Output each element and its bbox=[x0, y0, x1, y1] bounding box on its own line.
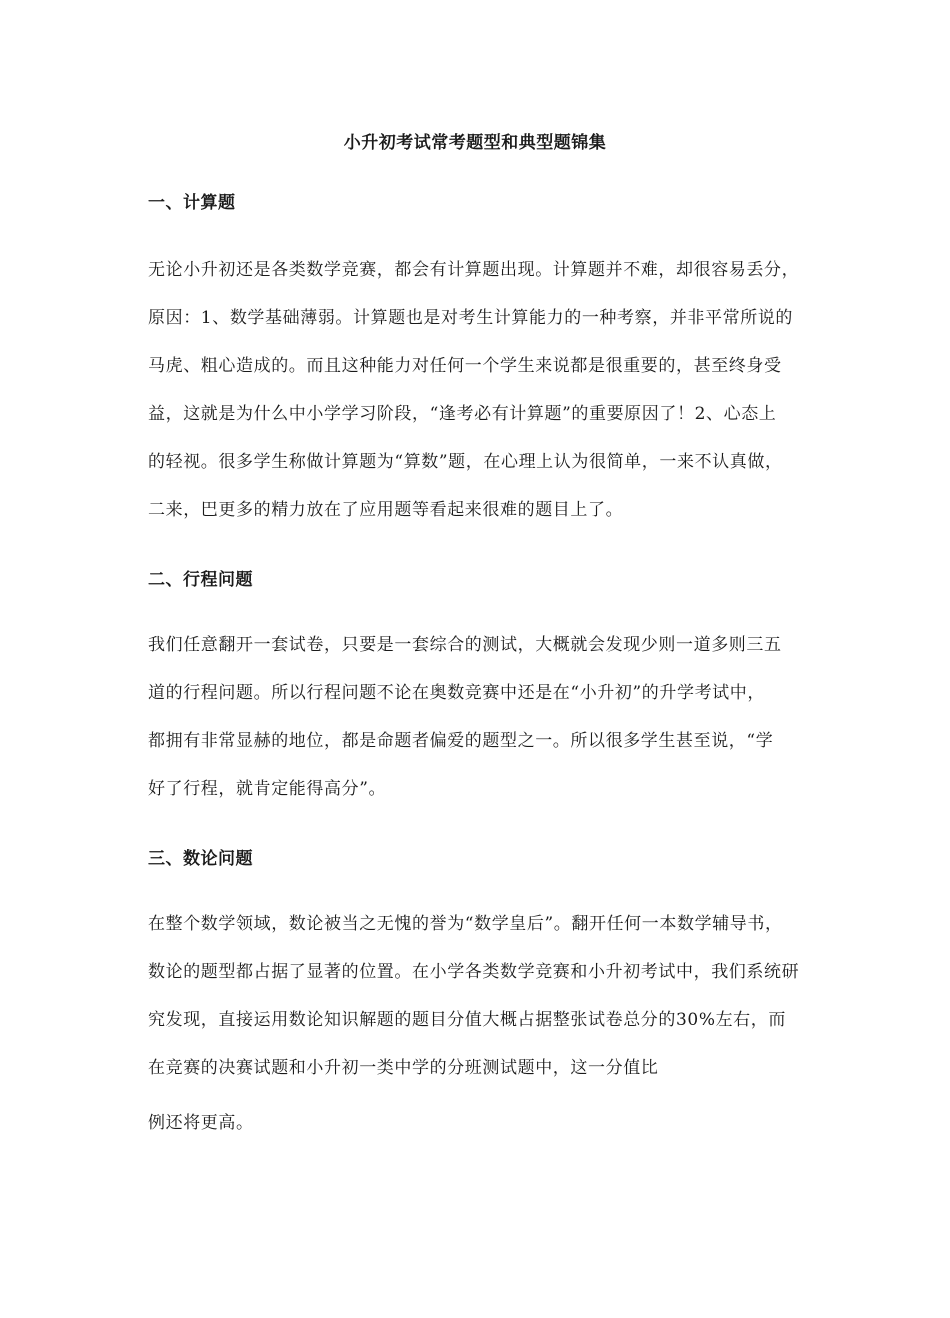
paragraph-line: 二来，巴更多的精力放在了应用题等看起来很难的题目上了。 bbox=[148, 500, 624, 520]
paragraph-line: 究发现，直接运用数论知识解题的题目分值大概占据整张试卷总分的30%左右，而 bbox=[148, 1010, 786, 1030]
paragraph-line: 例还将更高。 bbox=[148, 1113, 254, 1133]
paragraph-line: 的轻视。很多学生称做计算题为“算数”题，在心理上认为很简单，一来不认真做， bbox=[148, 452, 783, 472]
paragraph-line: 我们任意翻开一套试卷，只要是一套综合的测试，大概就会发现少则一道多则三五 bbox=[148, 635, 782, 655]
paragraph-line: 无论小升初还是各类数学竞赛，都会有计算题出现。计算题并不难，却很容易丢分， bbox=[148, 260, 800, 280]
paragraph-line: 马虎、粗心造成的。而且这种能力对任何一个学生来说都是很重要的，甚至终身受 bbox=[148, 356, 782, 376]
paragraph-line: 在整个数学领域，数论被当之无愧的誉为“数学皇后”。翻开任何一本数学辅导书， bbox=[148, 914, 783, 934]
document-title: 小升初考试常考题型和典型题锦集 bbox=[343, 133, 607, 153]
paragraph-line: 道的行程问题。所以行程问题不论在奥数竞赛中还是在“小升初”的升学考试中， bbox=[148, 683, 765, 703]
section-heading-number-theory: 三、数论问题 bbox=[148, 849, 253, 869]
paragraph-line: 都拥有非常显赫的地位，都是命题者偏爱的题型之一。所以很多学生甚至说，“学 bbox=[148, 731, 774, 751]
paragraph-line: 原因：1、数学基础薄弱。计算题也是对考生计算能力的一种考察，并非平常所说的 bbox=[148, 308, 794, 328]
paragraph-line: 在竞赛的决赛试题和小升初一类中学的分班测试题中，这一分值比 bbox=[148, 1058, 659, 1078]
paragraph-line: 好了行程，就肯定能得高分”。 bbox=[148, 779, 387, 799]
section-heading-travel: 二、行程问题 bbox=[148, 570, 253, 590]
paragraph-line: 益，这就是为什么中小学学习阶段，“逢考必有计算题”的重要原因了！2、心态上 bbox=[148, 404, 777, 424]
section-heading-calculation: 一、计算题 bbox=[148, 193, 236, 213]
paragraph-line: 数论的题型都占据了显著的位置。在小学各类数学竞赛和小升初考试中，我们系统研 bbox=[148, 962, 800, 982]
